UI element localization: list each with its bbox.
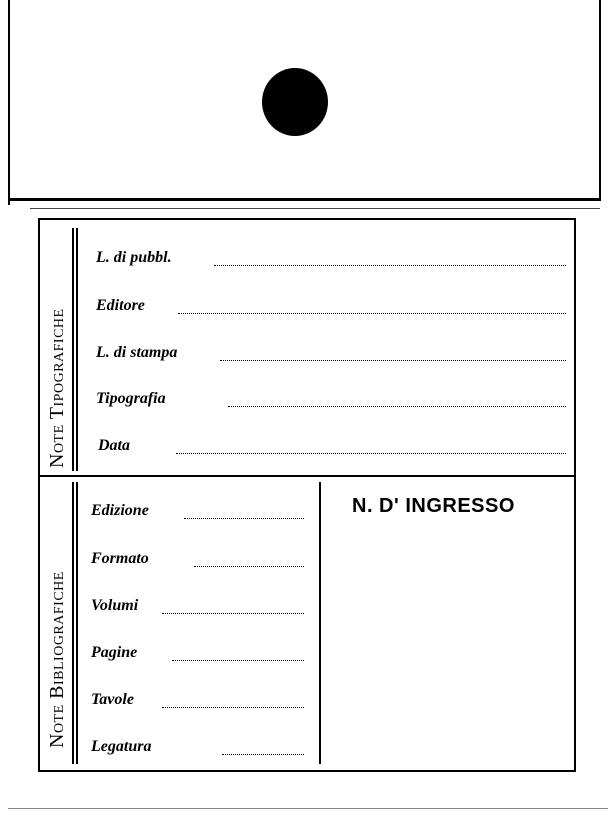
dotted-line (162, 707, 304, 708)
dotted-line (162, 613, 304, 614)
punch-hole (262, 68, 328, 136)
section-rule-right (76, 228, 78, 471)
field-edizione: Edizione (91, 502, 149, 519)
section-rule-left-2 (72, 482, 74, 764)
field-pagine: Pagine (91, 644, 138, 661)
field-tipografia: Tipografia (96, 390, 166, 407)
ingresso-divider (319, 482, 321, 764)
field-volumi: Volumi (91, 597, 139, 614)
bibliografiche-title: Note Bibliografiche (46, 571, 68, 748)
field-tavole: Tavole (91, 691, 134, 708)
dotted-line (214, 265, 566, 266)
dotted-line (176, 453, 566, 454)
ingresso-label: N. D' INGRESSO (352, 495, 515, 517)
field-data: Data (98, 437, 130, 454)
right-edge-line (599, 0, 601, 200)
dotted-line (172, 660, 304, 661)
section-rule-left (72, 228, 74, 471)
field-formato: Formato (91, 550, 149, 567)
dotted-line (194, 566, 304, 567)
section-divider (40, 475, 575, 477)
dotted-line (222, 754, 304, 755)
dotted-line (184, 518, 304, 519)
left-edge-line (8, 0, 10, 205)
dotted-line (228, 406, 566, 407)
tag-fold-line (8, 198, 601, 201)
field-luogo-pubblicazione: L. di pubbl. (96, 249, 172, 266)
field-luogo-stampa: L. di stampa (96, 344, 178, 361)
field-legatura: Legatura (91, 738, 152, 755)
bottom-edge-line (8, 808, 608, 809)
tag-fold-line-inner (30, 208, 600, 209)
tipografiche-title: Note Tipografiche (46, 308, 68, 468)
dotted-line (220, 360, 566, 361)
dotted-line (178, 313, 566, 314)
section-rule-right-2 (76, 482, 78, 764)
field-editore: Editore (96, 297, 145, 314)
